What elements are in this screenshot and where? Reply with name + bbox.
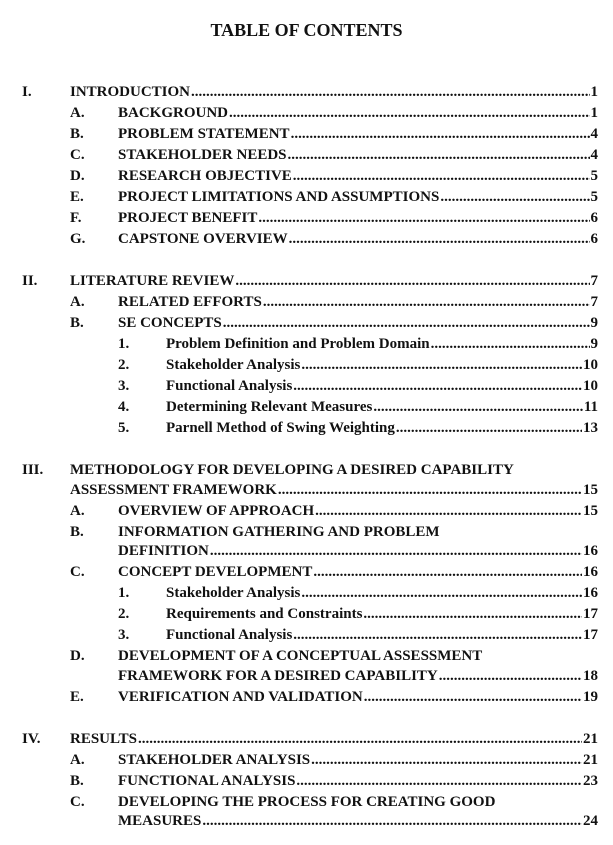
toc-entry-title: PROJECT LIMITATIONS AND ASSUMPTIONS bbox=[118, 189, 440, 205]
toc-entry[interactable] bbox=[118, 314, 598, 332]
toc-entry-title: DEVELOPMENT OF A CONCEPTUAL ASSESSMENT bbox=[118, 648, 483, 664]
dot-leader bbox=[431, 335, 590, 353]
toc-entry[interactable] bbox=[166, 419, 598, 437]
toc-entry-title: ASSESSMENT FRAMEWORK bbox=[70, 481, 277, 498]
dot-leader bbox=[293, 626, 582, 644]
toc-entry-number: A. bbox=[70, 502, 85, 519]
toc-page-number: 7 bbox=[590, 294, 598, 310]
toc-entry-title: Problem Definition and Problem Domain bbox=[166, 336, 430, 352]
toc-entry-number: IV. bbox=[22, 730, 41, 747]
toc-page-number: 7 bbox=[590, 273, 598, 289]
toc-entry-title: MEASURES bbox=[118, 813, 202, 829]
toc-entry-number: 5. bbox=[118, 420, 130, 436]
toc-entry-number: D. bbox=[70, 648, 85, 664]
toc-entry-title: LITERATURE REVIEW bbox=[70, 273, 235, 289]
toc-page-number: 16 bbox=[583, 585, 598, 601]
toc-entry[interactable] bbox=[118, 523, 440, 541]
dot-leader bbox=[439, 667, 582, 685]
toc-entry[interactable] bbox=[70, 481, 598, 499]
toc-page-number: 17 bbox=[583, 606, 598, 622]
toc-entry[interactable] bbox=[118, 667, 598, 685]
toc-entry-number: B. bbox=[70, 523, 84, 540]
dot-leader bbox=[210, 542, 582, 560]
toc-entry-title: SE CONCEPTS bbox=[118, 315, 222, 331]
toc-entry[interactable] bbox=[118, 293, 598, 311]
dot-leader bbox=[229, 104, 589, 122]
toc-entry-number: 2. bbox=[118, 606, 130, 622]
toc-page-number: 21 bbox=[583, 751, 598, 768]
dot-leader bbox=[258, 209, 589, 227]
toc-entry[interactable] bbox=[166, 626, 598, 644]
dot-leader bbox=[296, 772, 582, 790]
toc-entry-title: RESEARCH OBJECTIVE bbox=[118, 168, 292, 184]
toc-entry-title: RESULTS bbox=[70, 730, 137, 747]
toc-entry[interactable] bbox=[118, 167, 598, 185]
toc-entry-title: OVERVIEW OF APPROACH bbox=[118, 502, 315, 519]
toc-page-number: 1 bbox=[590, 84, 598, 100]
toc-entry-number: C. bbox=[70, 564, 85, 580]
dot-leader bbox=[293, 167, 590, 185]
toc-entry[interactable] bbox=[118, 230, 598, 248]
toc-entry[interactable] bbox=[166, 335, 598, 353]
toc-entry-number: 1. bbox=[118, 336, 130, 352]
dot-leader bbox=[278, 481, 582, 499]
dot-leader bbox=[301, 356, 582, 374]
dot-leader bbox=[235, 272, 589, 290]
toc-entry[interactable] bbox=[118, 812, 598, 830]
toc-page-number: 10 bbox=[583, 378, 598, 394]
toc-entry[interactable] bbox=[118, 542, 598, 560]
toc-page-number: 6 bbox=[590, 231, 598, 247]
toc-entry-title: DEVELOPING THE PROCESS FOR CREATING GOOD bbox=[118, 793, 496, 810]
toc-entry[interactable] bbox=[118, 563, 598, 581]
toc-entry-number: 1. bbox=[118, 585, 130, 601]
toc-entry[interactable] bbox=[118, 188, 598, 206]
toc-entry-number: G. bbox=[70, 231, 86, 247]
toc-entry[interactable] bbox=[166, 356, 598, 374]
toc-page-number: 5 bbox=[590, 189, 598, 205]
dot-leader bbox=[440, 188, 589, 206]
toc-entry[interactable] bbox=[70, 272, 598, 290]
dot-leader bbox=[138, 730, 582, 748]
dot-leader bbox=[364, 688, 582, 706]
toc-entry-title: STAKEHOLDER NEEDS bbox=[118, 147, 287, 163]
toc-page-number: 9 bbox=[590, 336, 598, 352]
toc-entry-number: A. bbox=[70, 105, 85, 121]
toc-entry[interactable] bbox=[118, 647, 482, 665]
dot-leader bbox=[363, 605, 582, 623]
toc-entry-title: BACKGROUND bbox=[118, 105, 229, 121]
toc-entry-number: 3. bbox=[118, 627, 130, 643]
dot-leader bbox=[191, 83, 589, 101]
toc-entry-number: 3. bbox=[118, 378, 130, 394]
toc-entry-number: C. bbox=[70, 147, 85, 163]
toc-entry[interactable] bbox=[118, 104, 598, 122]
toc-page-number: 24 bbox=[583, 813, 598, 829]
toc-page-number: 16 bbox=[583, 543, 598, 559]
dot-leader bbox=[223, 314, 590, 332]
toc-entry-title: Requirements and Constraints bbox=[166, 606, 363, 622]
toc-page-number: 13 bbox=[583, 420, 598, 436]
toc-entry-title: STAKEHOLDER ANALYSIS bbox=[118, 751, 311, 768]
toc-entry[interactable] bbox=[166, 605, 598, 623]
toc-page-number: 23 bbox=[583, 772, 598, 789]
toc-entry-title: Determining Relevant Measures bbox=[166, 399, 373, 415]
toc-entry-title: PROBLEM STATEMENT bbox=[118, 126, 290, 142]
toc-entry-title: METHODOLOGY FOR DEVELOPING A DESIRED CAPABILITY bbox=[70, 462, 514, 478]
toc-entry[interactable] bbox=[118, 502, 598, 520]
toc-page-number: 5 bbox=[590, 168, 598, 184]
dot-leader bbox=[311, 751, 582, 769]
dot-leader bbox=[291, 125, 590, 143]
toc-entry-number: II. bbox=[22, 273, 38, 289]
toc-entry-title: PROJECT BENEFIT bbox=[118, 210, 258, 226]
toc-entry-number: E. bbox=[70, 688, 84, 705]
toc-entry-number: B. bbox=[70, 126, 84, 142]
toc-entry-number: A. bbox=[70, 294, 85, 310]
toc-entry-number: F. bbox=[70, 210, 82, 226]
toc-entry-number: 2. bbox=[118, 357, 130, 373]
toc-page-number: 4 bbox=[590, 147, 598, 163]
toc-entry[interactable] bbox=[118, 688, 598, 706]
toc-entry-number: C. bbox=[70, 793, 85, 810]
dot-leader bbox=[289, 230, 590, 248]
toc-page-number: 11 bbox=[583, 399, 598, 415]
toc-entry[interactable] bbox=[166, 584, 598, 602]
toc-page-number: 6 bbox=[590, 210, 598, 226]
toc-entry-title: INFORMATION GATHERING AND PROBLEM bbox=[118, 523, 440, 540]
toc-entry-title: FUNCTIONAL ANALYSIS bbox=[118, 772, 296, 789]
dot-leader bbox=[288, 146, 590, 164]
toc-page-number: 19 bbox=[583, 688, 598, 705]
dot-leader bbox=[202, 812, 582, 830]
toc-page-number: 16 bbox=[583, 564, 598, 580]
dot-leader bbox=[373, 398, 582, 416]
toc-entry-title: DEFINITION bbox=[118, 543, 209, 559]
toc-entry[interactable] bbox=[166, 377, 598, 395]
toc-entry[interactable] bbox=[118, 209, 598, 227]
toc-entry-title: Parnell Method of Swing Weighting bbox=[166, 420, 395, 436]
toc-entry[interactable] bbox=[70, 461, 514, 479]
toc-entry-title: Functional Analysis bbox=[166, 378, 293, 394]
toc-entry-title: FRAMEWORK FOR A DESIRED CAPABILITY bbox=[118, 667, 438, 684]
toc-entry-title: RELATED EFFORTS bbox=[118, 294, 262, 310]
toc-entry[interactable] bbox=[70, 730, 598, 748]
toc-entry-title: CONCEPT DEVELOPMENT bbox=[118, 564, 313, 580]
toc-entry[interactable] bbox=[118, 793, 495, 811]
page-title: TABLE OF CONTENTS bbox=[210, 20, 403, 40]
dot-leader bbox=[315, 502, 582, 520]
toc-entry-number: A. bbox=[70, 751, 85, 768]
toc-entry-number: 4. bbox=[118, 399, 130, 415]
toc-entry-title: Stakeholder Analysis bbox=[166, 585, 301, 601]
toc-page-number: 15 bbox=[583, 481, 598, 498]
toc-entry-title: Stakeholder Analysis bbox=[166, 357, 301, 373]
toc-entry-number: I. bbox=[22, 84, 32, 100]
toc-page-number: 21 bbox=[583, 730, 598, 747]
toc-entry[interactable] bbox=[118, 125, 598, 143]
toc-entry-title: INTRODUCTION bbox=[70, 84, 191, 100]
dot-leader bbox=[293, 377, 582, 395]
toc-page-number: 10 bbox=[583, 357, 598, 373]
toc-entry-number: E. bbox=[70, 189, 84, 205]
toc-entry-number: B. bbox=[70, 772, 84, 789]
toc-page-number: 15 bbox=[583, 502, 598, 519]
dot-leader bbox=[313, 563, 582, 581]
dot-leader bbox=[301, 584, 582, 602]
toc-entry[interactable] bbox=[70, 83, 598, 101]
toc-entry[interactable] bbox=[166, 398, 598, 416]
dot-leader bbox=[396, 419, 582, 437]
dot-leader bbox=[263, 293, 590, 311]
toc-entry-number: B. bbox=[70, 315, 84, 331]
toc-page-number: 4 bbox=[590, 126, 598, 142]
toc-entry[interactable] bbox=[118, 772, 598, 790]
toc-page-number: 17 bbox=[583, 627, 598, 643]
toc-page-number: 9 bbox=[590, 315, 598, 331]
toc-entry[interactable] bbox=[118, 751, 598, 769]
toc-entry[interactable] bbox=[118, 146, 598, 164]
toc-page-number: 18 bbox=[583, 667, 598, 684]
toc-entry-number: III. bbox=[22, 462, 44, 478]
toc-entry-title: CAPSTONE OVERVIEW bbox=[118, 231, 288, 247]
toc-entry-title: VERIFICATION AND VALIDATION bbox=[118, 688, 363, 705]
toc-page-number: 1 bbox=[590, 105, 598, 121]
toc-entry-number: D. bbox=[70, 168, 85, 184]
toc-entry-title: Functional Analysis bbox=[166, 627, 293, 643]
